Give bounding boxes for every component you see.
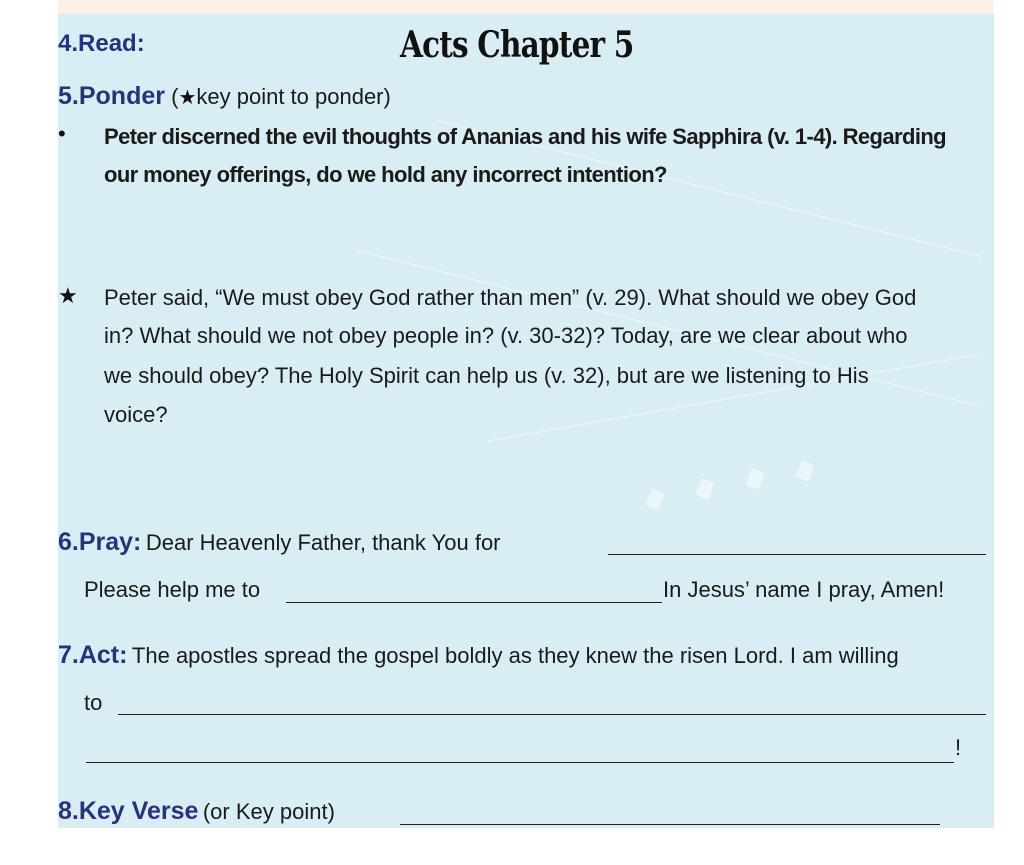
act-line-1 [58,641,899,670]
background-shape [645,488,664,510]
page-title: Acts Chapter 5 [400,24,634,66]
background-shape [695,478,714,500]
ponder-question-1-line-1: Peter discerned the evil thoughts of Ananias and his wife Sapphira (v. 1-4). Regarding [104,124,947,149]
star-icon: ★ [178,87,197,109]
act-blank-1[interactable] [118,692,986,715]
ponder-note-open: ( [164,84,179,109]
pray-thank-blank[interactable] [608,532,986,555]
act-blank-2[interactable] [86,740,954,763]
key-verse-blank[interactable] [400,802,940,825]
act-text-1: The apostles spread the gospel boldly as they knew the risen Lord. I am willing [131,643,899,668]
top-band [58,0,994,14]
star-icon: ★ [58,283,78,308]
ponder-note: key point to ponder) [196,84,391,109]
worksheet-page [58,0,994,828]
background-shape [795,460,814,482]
pray-text-1: Dear Heavenly Father, thank You for [145,530,501,555]
ponder-question-1-line-2: our money offerings, do we hold any incorrect intention? [104,162,667,187]
ponder-question-2-line-4: voice? [104,402,168,427]
key-verse-line [58,797,335,826]
ponder-heading-row [58,82,391,111]
pray-text-2: Please help me to [84,577,261,602]
bullet-icon: • [58,121,66,146]
ponder-question-2-line-3: we should obey? The Holy Spirit can help us (v. 32), but are we listening to His [104,363,869,388]
act-text-end: ! [955,735,962,760]
pray-line-1 [58,528,501,557]
ponder-question-2-line-2: in? What should we not obey people in? (v. 30-32)? Today, are we clear about who [104,323,908,348]
background-shape [745,468,764,490]
act-text-2: to [84,690,103,715]
ponder-heading: 5.Ponder [58,82,165,110]
key-verse-heading: 8.Key Verse [58,797,199,825]
pray-help-blank[interactable] [286,580,662,603]
pray-text-3: In Jesus’ name I pray, Amen! [663,577,945,602]
read-heading: 4.Read: [58,30,145,57]
ponder-question-2-line-1: Peter said, “We must obey God rather than men” (v. 29). What should we obey God [104,285,917,310]
key-verse-note: (or Key point) [202,799,335,824]
act-heading: 7.Act: [58,641,128,669]
pray-heading: 6.Pray: [58,528,142,556]
